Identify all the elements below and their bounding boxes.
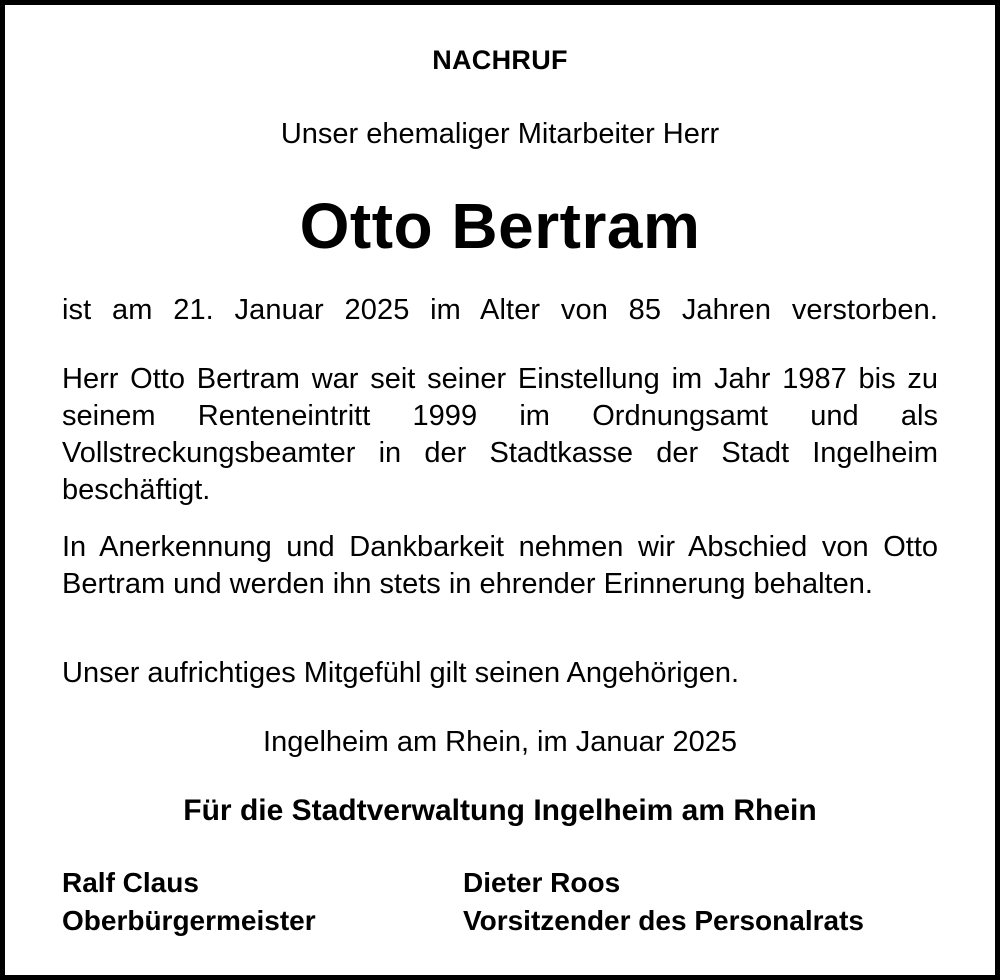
deceased-name: Otto Bertram — [299, 190, 701, 262]
signatory-right — [463, 864, 864, 940]
farewell-paragraph: In Anerkennung und Dankbarkeit nehmen wir Abschied von Otto Bertram und werden ihn stets in ehrender Erinnerung behalten. — [62, 531, 938, 600]
signatory-name: Dieter Roos — [463, 867, 621, 898]
signatory-role: Vorsitzender des Personalrats — [463, 905, 864, 936]
employment-paragraph: Herr Otto Bertram war seit seiner Einstellung im Jahr 1987 bis zu seinem Renteneintritt 1999 im Ordnungsamt und als Vollstreckungsbeamter in der Stadtkasse der Stadt Ingelheim beschäftigt. — [62, 363, 938, 506]
notice-heading: NACHRUF — [432, 45, 568, 75]
death-announcement: ist am 21. Januar 2025 im Alter von 85 Jahren verstorben. — [62, 294, 938, 326]
signatory-left — [62, 864, 316, 940]
condolence-paragraph: Unser aufrichtiges Mitgefühl gilt seinen Angehörigen. — [62, 657, 740, 689]
place-and-date: Ingelheim am Rhein, im Januar 2025 — [263, 726, 737, 758]
organization-line: Für die Stadtverwaltung Ingelheim am Rhein — [183, 794, 817, 827]
intro-line: Unser ehemaliger Mitarbeiter Herr — [280, 118, 720, 150]
signatory-role: Oberbürgermeister — [62, 905, 316, 936]
signatory-name: Ralf Claus — [62, 867, 199, 898]
